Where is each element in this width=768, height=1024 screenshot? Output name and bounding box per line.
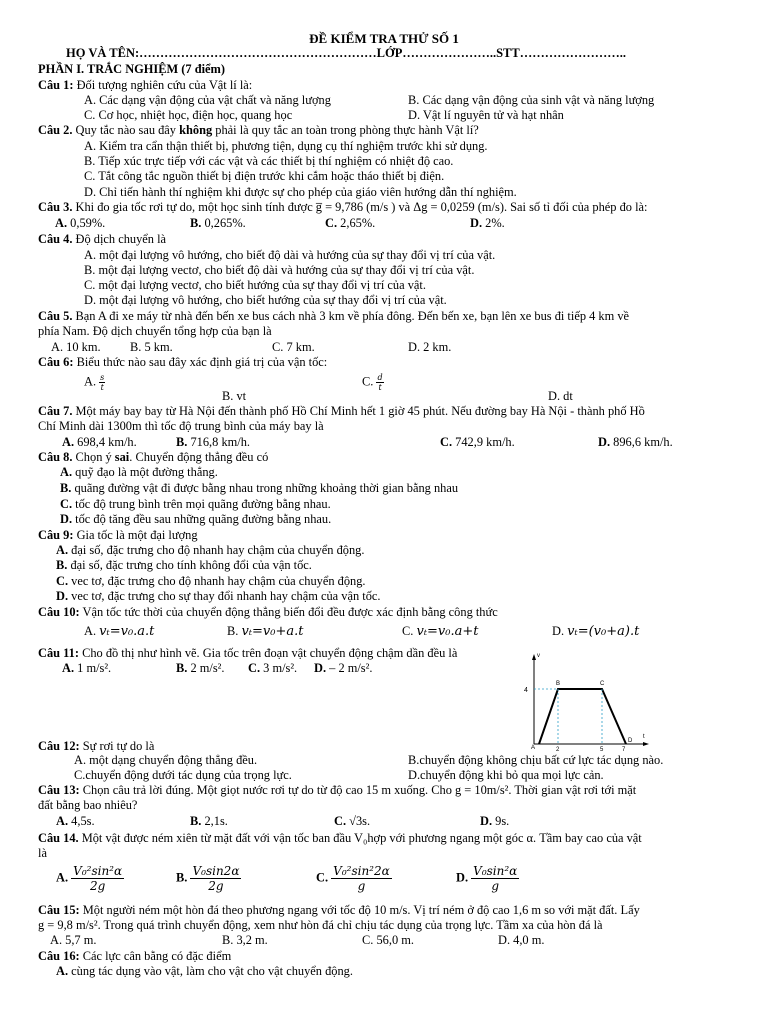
q15-option-b: B. 3,2 m. <box>222 933 268 947</box>
question-3: Câu 3. Khi đo gia tốc rơi tự do, một học sinh tính được g̅ = 9,786 (m/s ) và Δg = 0,0259 (m/s). Sai số tỉ đối của phép đo là: <box>38 200 648 214</box>
question-12: Câu 12: Sự rơi tự do là <box>38 739 155 753</box>
y-axis-label: v <box>537 653 540 659</box>
question-1 <box>38 78 252 92</box>
question-6: Câu 6: Biểu thức nào sau đây xác định giá trị của vận tốc: <box>38 355 328 369</box>
point-label-c: C <box>600 681 605 687</box>
q6-option-d: D. dt <box>548 389 573 403</box>
x-axis-arrow <box>643 742 649 746</box>
q8-option-b: B. quãng đường vật đi được bằng nhau trong những khoảng thời gian bằng nhau <box>60 481 459 495</box>
x-tick-label: 5 <box>600 747 604 752</box>
question-8: Câu 8. Chọn ý sai. Chuyển động thẳng đều có <box>38 450 269 464</box>
q3-option-b: B. 0,265%. <box>190 216 246 230</box>
q7-option-c: C. 742,9 km/h. <box>440 435 515 449</box>
q5-option-d: D. 2 km. <box>408 340 452 354</box>
q9-option-d: D. vec tơ, đặc trưng cho sự thay đổi nhanh hay chậm của vận tốc. <box>56 589 381 603</box>
q7-option-d: D. 896,6 km/h. <box>598 435 673 449</box>
q8-option-d: D. tốc độ tăng đều sau những quãng đường bằng nhau. <box>60 512 332 526</box>
question-7: Câu 7. Một máy bay bay từ Hà Nội đến thành phố Hồ Chí Minh hết 1 giờ 45 phút. Nếu đường bay Hà Nội - thành phố Hồ <box>38 404 645 418</box>
question-4: Câu 4. Độ dịch chuyển là <box>38 232 167 246</box>
q12-option-d: D.chuyển động khi bỏ qua mọi lực cản. <box>408 768 604 782</box>
q12-option-b: B.chuyển động không chịu bất cứ lực tác dụng nào. <box>408 753 664 767</box>
q3-option-d: D. 2%. <box>470 216 505 230</box>
question-5-continued: phía Nam. Độ dịch chuyển tổng hợp của bạn là <box>38 324 272 338</box>
q9-option-c: C. vec tơ, đặc trưng cho độ nhanh hay chậm của chuyển động. <box>56 574 366 588</box>
x-tick-label: 7 <box>622 747 626 752</box>
q2-option-a: A. Kiểm tra cẩn thận thiết bị, phương tiện, dụng cụ thí nghiệm trước khi sử dụng. <box>84 139 488 153</box>
q11-option-d: D. – 2 m/s². <box>314 661 373 675</box>
question-13: Câu 13: Chọn câu trả lời đúng. Một giọt nước rơi tự do từ độ cao 15 m xuống. Cho g = 10m/s². Thời gian vật rơi tới mặt <box>38 783 637 797</box>
q11-option-a: A. 1 m/s². <box>62 661 112 675</box>
question-13-continued: đất bằng bao nhiêu? <box>38 798 138 812</box>
question-5: Câu 5. Bạn A đi xe máy từ nhà đến bến xe bus cách nhà 3 km về phía đông. Đến bến xe, bạn lên xe bus đi tiếp 4 km về <box>38 309 630 323</box>
q2-option-c: C. Tắt công tắc nguồn thiết bị điện trước khi cắm hoặc tháo thiết bị điện. <box>84 169 445 183</box>
q10-option-d: D. vₜ=(v₀+a).t <box>552 624 640 639</box>
q15-option-c: C. 56,0 m. <box>362 933 414 947</box>
q11-option-c: C. 3 m/s². <box>248 661 298 675</box>
question-14-continued: là <box>38 846 47 860</box>
question-16: Câu 16: Các lực cân bằng có đặc điểm <box>38 949 232 963</box>
q3-option-c: C. 2,65%. <box>325 216 376 230</box>
x-axis-label: t <box>643 734 645 740</box>
q4-option-d: D. một đại lượng vô hướng, cho biết hướng của sự thay đổi vị trí của vật. <box>84 293 447 307</box>
section-heading: PHẦN I. TRẮC NGHIỆM (7 điểm) <box>38 62 226 76</box>
question-10: Câu 10: Vận tốc tức thời của chuyển động thẳng biến đổi đều được xác định bằng công thức <box>38 605 498 619</box>
question-7-continued: Chí Minh dài 1300m thì tốc độ trung bình của máy bay là <box>38 419 324 433</box>
q5-option-c: C. 7 km. <box>272 340 315 354</box>
q15-option-a: A. 5,7 m. <box>50 933 97 947</box>
q1-option-a: A. Các dạng vận động của vật chất và năng lượng <box>84 93 331 107</box>
point-label-b: B <box>556 681 561 687</box>
q4-option-a: A. một đại lượng vô hướng, cho biết độ dài và hướng của sự thay đổi vị trí của vật. <box>84 248 496 262</box>
q14-option-b: B. $\frac{\text{V₀sin2α}}{2g}$ <box>176 864 240 893</box>
question-9: Câu 9: Gia tốc là một đại lượng <box>38 528 198 542</box>
velocity-time-graph <box>522 652 652 752</box>
question-label: Câu 1: <box>38 78 74 92</box>
q4-option-c: C. một đại lượng vectơ, cho biết hướng của sự thay đổi vị trí của vật. <box>84 278 426 292</box>
question-14: Câu 14. Một vật được ném xiên từ mặt đất với vận tốc ban đầu V₀hợp với phương ngang một góc α. Tầm bay cao của vật <box>38 831 642 845</box>
point-label-a: A <box>531 745 536 751</box>
q6-option-a: A. $\frac{s}{t}$ <box>84 373 105 392</box>
q9-option-b: B. đại số, đặc trưng cho tính không đổi của vận tốc. <box>56 558 312 572</box>
q6-option-c: C. $\frac{d}{t}$ <box>362 373 383 392</box>
q4-option-b: B. một đại lượng vectơ, cho biết độ dài và hướng của sự thay đổi vị trí của vật. <box>84 263 475 277</box>
velocity-curve <box>539 689 626 744</box>
question-15: Câu 15: Một người ném một hòn đá theo phương ngang với tốc độ 10 m/s. Vị trí ném ở độ cao 1,6 m so với mặt đất. Lấy <box>38 903 640 917</box>
q13-option-b: B. 2,1s. <box>190 814 228 828</box>
point-label-d: D <box>628 738 633 744</box>
student-info-line: HỌ VÀ TÊN:…………………………………………………LỚP…………………..STT…………………….. <box>66 46 626 60</box>
q12-option-a: A. một dạng chuyển động thẳng đều. <box>74 753 258 767</box>
q12-option-c: C.chuyển động dưới tác dụng của trọng lực. <box>74 768 292 782</box>
q14-option-a: A. $\frac{\text{V₀²sin²α}}{2g}$ <box>56 864 123 893</box>
q10-option-a: A. vₜ=v₀.a.t <box>84 624 155 639</box>
q13-option-c: C. √3s. <box>334 814 371 828</box>
question-2: Câu 2. Quy tắc nào sau đây không phải là quy tắc an toàn trong phòng thực hành Vật lí? <box>38 123 479 137</box>
q7-option-b: B. 716,8 km/h. <box>176 435 251 449</box>
q3-option-a: A. 0,59%. <box>55 216 106 230</box>
x-tick-label: 2 <box>556 747 560 752</box>
q14-option-c: C. $\frac{\text{V₀²sin²2α}}{g}$ <box>316 864 390 893</box>
q11-option-b: B. 2 m/s². <box>176 661 225 675</box>
q2-option-d: D. Chỉ tiến hành thí nghiệm khi được sự cho phép của giáo viên hướng dẫn thí nghiệm. <box>84 185 517 199</box>
q1-option-c: C. Cơ học, nhiệt học, điện học, quang học <box>84 108 293 122</box>
q13-option-a: A. 4,5s. <box>56 814 95 828</box>
q5-option-a: A. 10 km. <box>51 340 101 354</box>
q16-option-a: A. cùng tác dụng vào vật, làm cho vật cho vật chuyển động. <box>56 964 353 978</box>
q14-option-d: D. $\frac{\text{V₀sin²α}}{g}$ <box>456 864 518 893</box>
q2-option-b: B. Tiếp xúc trực tiếp với các vật và các thiết bị thí nghiệm có nhiệt độ cao. <box>84 154 454 168</box>
q1-option-b: B. Các dạng vận động của sinh vật và năng lượng <box>408 93 655 107</box>
q5-option-b: B. 5 km. <box>130 340 173 354</box>
exam-title: ĐỀ KIỂM TRA THỬ SỐ 1 <box>309 31 459 46</box>
question-15-continued: g = 9,8 m/s². Trong quá trình chuyển động, xem như hòn đá chỉ chịu tác dụng của trọng lực. Tầm xa của hòn đá là <box>38 918 603 932</box>
q9-option-a: A. đại số, đặc trưng cho độ nhanh hay chậm của chuyển động. <box>56 543 365 557</box>
q15-option-d: D. 4,0 m. <box>498 933 545 947</box>
q13-option-d: D. 9s. <box>480 814 510 828</box>
q1-option-d: D. Vật lí nguyên tử và hạt nhân <box>408 108 564 122</box>
q10-option-c: C. vₜ=v₀.a+t <box>402 624 479 639</box>
y-axis-arrow <box>532 654 536 660</box>
q8-option-a: A. quỹ đạo là một đường thẳng. <box>60 465 218 479</box>
question-text: Đối tượng nghiên cứu của Vật lí là: <box>73 78 253 92</box>
q6-option-b: B. vt <box>222 389 247 403</box>
q10-option-b: B. vₜ=v₀+a.t <box>227 624 304 639</box>
q7-option-a: A. 698,4 km/h. <box>62 435 137 449</box>
q8-option-c: C. tốc độ trung bình trên mọi quãng đường bằng nhau. <box>60 497 331 511</box>
y-tick-label: 4 <box>524 687 528 694</box>
question-11: Câu 11: Cho đồ thị như hình vẽ. Gia tốc trên đoạn vật chuyển động chậm dần đều là <box>38 646 458 660</box>
